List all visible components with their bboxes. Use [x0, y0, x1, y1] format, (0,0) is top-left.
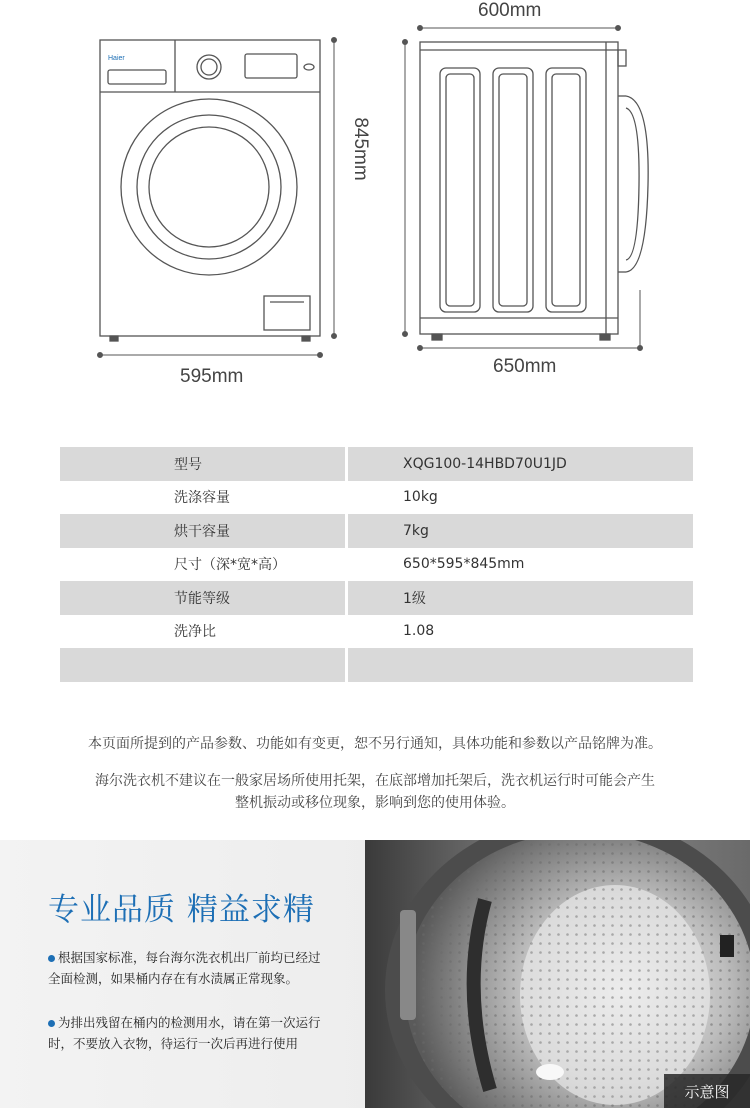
- dimension-diagram: [0, 0, 750, 420]
- spec-value: 7kg: [348, 514, 693, 548]
- note-line: 本页面所提到的产品参数、功能如有变更，恕不另行通知，具体功能和参数以产品铭牌为准。: [88, 736, 662, 752]
- dimension-front-width: 595mm: [180, 366, 244, 387]
- note-line: 整机振动或移位现象，影响到您的使用体验。: [235, 795, 515, 811]
- spec-label: 节能等级: [60, 581, 345, 615]
- spec-value: 1.08: [403, 623, 435, 640]
- bullet-dot-icon: [48, 955, 55, 962]
- table-row: [60, 481, 693, 515]
- spec-value: [348, 648, 693, 682]
- table-row: [60, 514, 693, 548]
- table-row: [60, 581, 693, 615]
- dimension-top-width: 600mm: [478, 0, 542, 21]
- table-row: [60, 548, 693, 582]
- dimension-height: 845mm: [350, 117, 371, 181]
- dimension-depth: 650mm: [493, 356, 557, 377]
- spec-value: 650*595*845mm: [403, 556, 525, 573]
- banner-title: 专业品质 精益求精: [48, 892, 315, 928]
- spec-label: 烘干容量: [60, 514, 345, 548]
- bullet-point: 根据国家标准，每台海尔洗衣机出厂前均已经过 全面检测，如果桶内存在有水渍属正常现象。: [48, 950, 321, 986]
- illustration-caption: 示意图: [664, 1074, 750, 1108]
- spec-label: 尺寸（深*宽*高）: [174, 557, 286, 574]
- bullet-dot-icon: [48, 1020, 55, 1027]
- note-line: 海尔洗衣机不建议在一般家居场所使用托架，在底部增加托架后，洗衣机运行时可能会产生: [95, 773, 655, 789]
- washer-drum-photo: [365, 840, 750, 1108]
- disclaimer-notes: [0, 733, 750, 829]
- spec-value: XQG100-14HBD70U1JD: [348, 447, 693, 481]
- washer-line-drawing: [0, 0, 750, 420]
- spec-label: 型号: [60, 447, 345, 481]
- table-row: [60, 615, 693, 649]
- table-row: [60, 648, 693, 682]
- spec-table: [60, 447, 693, 682]
- spec-value: 1级: [348, 581, 693, 615]
- brand-logo: Haier: [108, 55, 125, 62]
- spec-label: 洗涤容量: [174, 490, 230, 507]
- spec-label: [60, 648, 345, 682]
- quality-banner: [0, 840, 750, 1108]
- table-row: [60, 447, 693, 481]
- bullet-point: 为排出残留在桶内的检测用水，请在第一次运行 时，不要放入衣物，待运行一次后再进行使用: [48, 1015, 321, 1051]
- spec-value: 10kg: [403, 489, 438, 506]
- spec-label: 洗净比: [174, 624, 216, 641]
